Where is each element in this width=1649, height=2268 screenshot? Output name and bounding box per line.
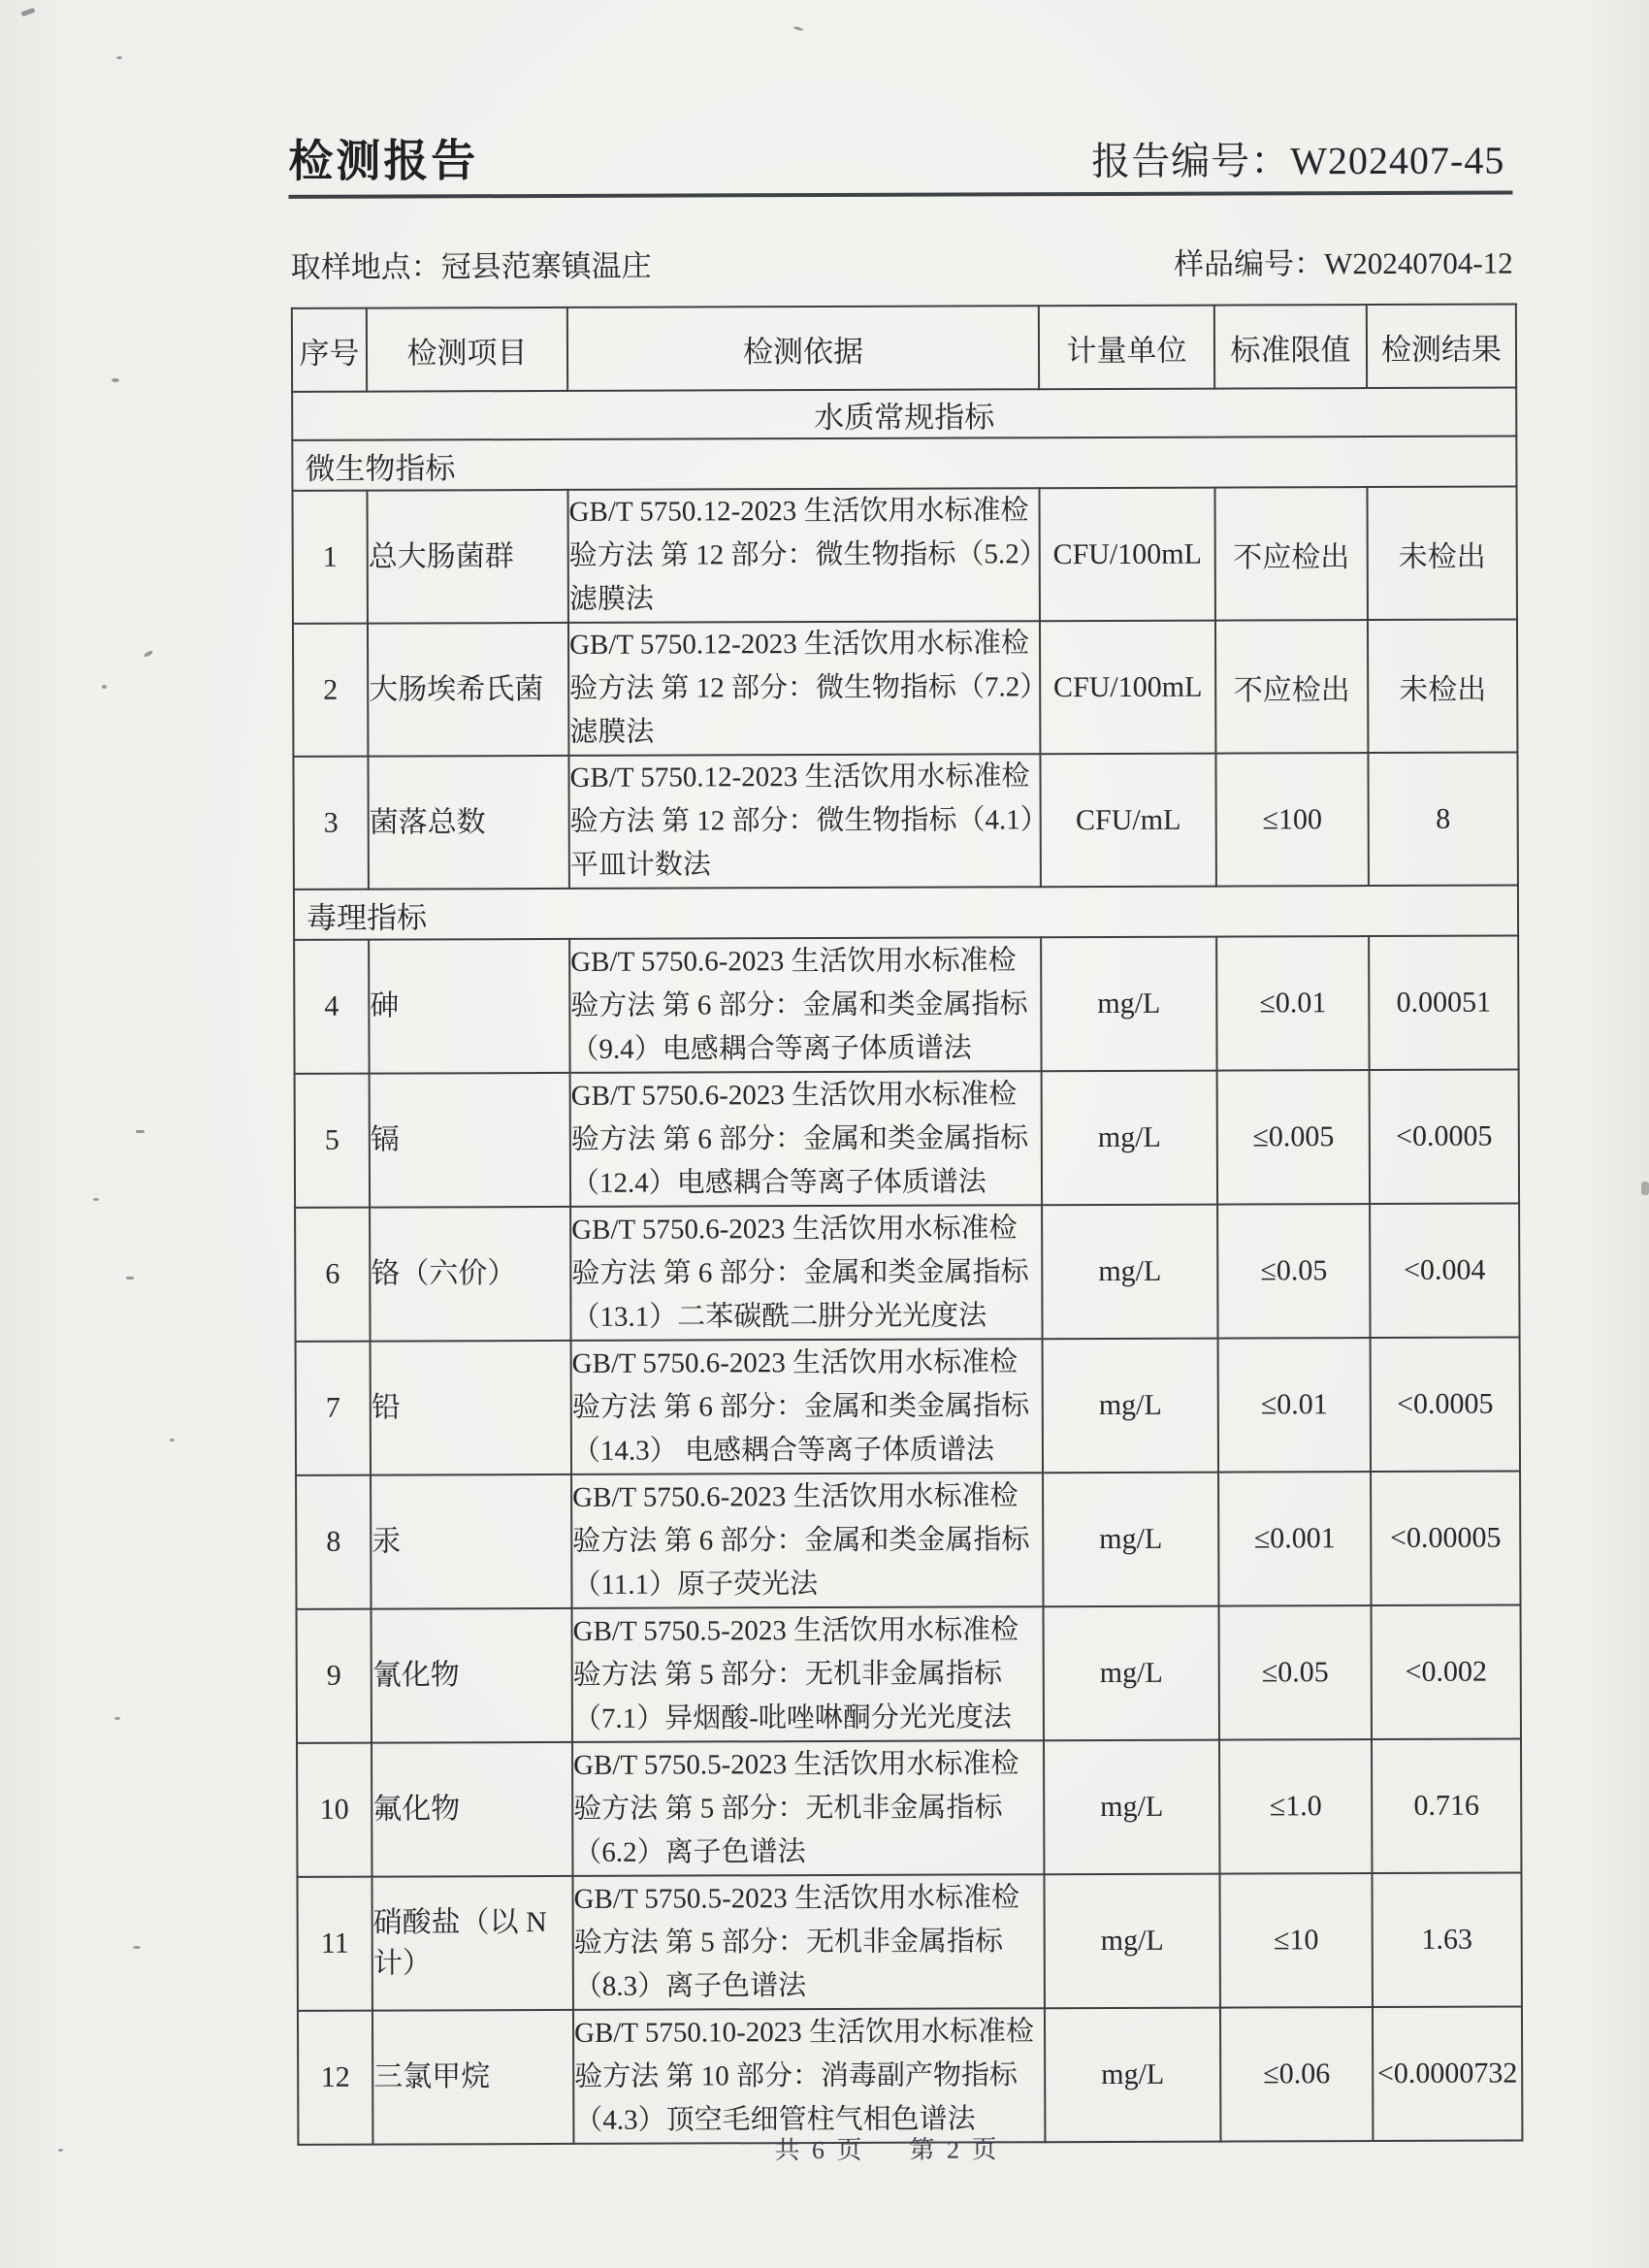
- row-item: 铬（六价）: [370, 1207, 570, 1342]
- row-unit: mg/L: [1043, 1473, 1218, 1607]
- row-no: 6: [295, 1208, 370, 1342]
- group-row-microbial: [292, 437, 1516, 491]
- row-result: <0.0000732: [1373, 2006, 1522, 2141]
- results-table: [291, 304, 1524, 2146]
- row-unit: mg/L: [1041, 937, 1216, 1072]
- row-method: GB/T 5750.6-2023 生活饮用水标准检验方法 第 6 部分：金属和类金属指标（13.1）二苯碳酰二肼分光光度法: [570, 1205, 1042, 1341]
- scan-speck: [102, 685, 107, 689]
- row-result: 未检出: [1368, 620, 1517, 754]
- row-result: <0.0005: [1370, 1070, 1519, 1205]
- group-title-toxicology: 毒理指标: [294, 886, 1518, 940]
- row-method: GB/T 5750.12-2023 生活饮用水标准检验方法 第 12 部分：微生物指标（5.2）滤膜法: [567, 488, 1039, 623]
- table-row: [296, 1338, 1520, 1475]
- row-item: 氟化物: [372, 1742, 572, 1877]
- table-row: [295, 1070, 1519, 1208]
- table-row: [297, 1604, 1521, 1742]
- row-no: 8: [296, 1475, 371, 1609]
- row-limit: ≤0.01: [1216, 936, 1369, 1071]
- row-limit: ≤0.001: [1218, 1472, 1371, 1606]
- row-no: 12: [298, 2011, 372, 2145]
- table-row: [297, 1872, 1521, 2010]
- table-row: [295, 1204, 1519, 1342]
- scan-speck: [126, 1277, 134, 1280]
- report-number-line: [1091, 130, 1504, 186]
- row-limit: 不应检出: [1215, 620, 1368, 754]
- scan-speck: [170, 1439, 175, 1442]
- section-row-water-routine: [292, 388, 1516, 440]
- row-method: GB/T 5750.10-2023 生活饮用水标准检验方法 第 10 部分：消毒副产物指标（4.3）顶空毛细管柱气相色谱法: [573, 2008, 1045, 2144]
- header-divider: [288, 191, 1512, 199]
- table-row: [298, 2006, 1522, 2144]
- col-header-limit: 标准限值: [1214, 305, 1367, 389]
- sample-number-label: 样品编号：: [1174, 246, 1325, 281]
- row-method: GB/T 5750.6-2023 生活饮用水标准检验方法 第 6 部分：金属和类金属指标（9.4）电感耦合等离子体质谱法: [569, 937, 1041, 1073]
- row-item: 三氯甲烷: [372, 2010, 573, 2145]
- row-unit: CFU/100mL: [1040, 621, 1215, 755]
- page-footer: [774, 2129, 999, 2166]
- table-row: [297, 1738, 1521, 1876]
- pages-total: 共 6 页: [774, 2135, 865, 2165]
- row-item: 汞: [371, 1474, 571, 1609]
- table-row: [294, 936, 1518, 1074]
- col-header-item: 检测项目: [367, 308, 567, 392]
- scan-speck: [93, 1198, 99, 1201]
- row-item: 氰化物: [372, 1608, 572, 1743]
- sampling-location-label: 取样地点：: [290, 249, 441, 284]
- row-unit: mg/L: [1045, 2008, 1220, 2143]
- row-result: 8: [1368, 753, 1517, 887]
- sample-number-value: W20240704-12: [1324, 245, 1513, 281]
- row-item: 砷: [369, 939, 569, 1074]
- sample-number: [1174, 239, 1513, 283]
- row-limit: ≤0.06: [1220, 2007, 1373, 2142]
- row-unit: CFU/mL: [1040, 754, 1215, 888]
- scan-speck: [114, 1717, 120, 1720]
- sampling-location: [291, 242, 652, 286]
- row-limit: ≤0.005: [1217, 1070, 1370, 1205]
- col-header-unit: 计量单位: [1039, 306, 1214, 390]
- section-title: 水质常规指标: [292, 388, 1516, 440]
- row-result: <0.00005: [1371, 1472, 1520, 1606]
- row-no: 5: [295, 1074, 370, 1208]
- row-result: 0.00051: [1369, 936, 1518, 1071]
- row-unit: mg/L: [1043, 1339, 1218, 1474]
- sampling-location-value: 冠县范寨镇温庄: [440, 248, 652, 284]
- row-no: 1: [292, 491, 367, 624]
- group-row-toxicology: [294, 886, 1518, 940]
- group-title-microbial: 微生物指标: [292, 437, 1516, 491]
- row-result: <0.002: [1372, 1604, 1521, 1739]
- row-item: 大肠埃希氏菌: [368, 623, 568, 757]
- col-header-result: 检测结果: [1367, 305, 1516, 389]
- row-result: <0.004: [1370, 1204, 1519, 1339]
- row-unit: mg/L: [1044, 1606, 1219, 1741]
- row-no: 3: [293, 757, 368, 890]
- row-limit: ≤0.05: [1219, 1605, 1372, 1740]
- table-row: [296, 1472, 1520, 1609]
- row-item: 菌落总数: [368, 756, 568, 890]
- row-method: GB/T 5750.5-2023 生活饮用水标准检验方法 第 5 部分：无机非金属指标（7.1）异烟酸-吡唑啉酮分光光度法: [572, 1606, 1044, 1742]
- row-limit: ≤10: [1219, 1873, 1372, 2008]
- table-row: [293, 620, 1517, 757]
- row-unit: mg/L: [1044, 1874, 1219, 2009]
- row-limit: 不应检出: [1214, 487, 1367, 621]
- row-method: GB/T 5750.6-2023 生活饮用水标准检验方法 第 6 部分：金属和类金属指标（14.3） 电感耦合等离子体质谱法: [571, 1339, 1043, 1474]
- row-result: 未检出: [1367, 487, 1516, 621]
- row-unit: CFU/100mL: [1039, 488, 1214, 622]
- report-number-label: 报告编号：: [1091, 139, 1291, 184]
- scan-speck: [112, 378, 119, 382]
- row-item: 镉: [370, 1073, 570, 1208]
- row-no: 9: [297, 1609, 372, 1743]
- row-no: 4: [294, 940, 369, 1074]
- row-method: GB/T 5750.5-2023 生活饮用水标准检验方法 第 5 部分：无机非金属指标（8.3）离子色谱法: [572, 1874, 1044, 2010]
- table-row: [292, 487, 1516, 624]
- row-limit: ≤1.0: [1219, 1739, 1372, 1874]
- row-limit: ≤100: [1215, 753, 1368, 887]
- table-header-row: [292, 305, 1516, 392]
- table-row: [293, 753, 1517, 890]
- row-limit: ≤0.05: [1217, 1204, 1370, 1339]
- row-no: 11: [297, 1877, 372, 2011]
- col-header-no: 序号: [292, 308, 367, 392]
- row-result: 1.63: [1372, 1872, 1521, 2007]
- row-method: GB/T 5750.6-2023 生活饮用水标准检验方法 第 6 部分：金属和类金属指标（12.4）电感耦合等离子体质谱法: [570, 1071, 1042, 1207]
- scan-speck: [58, 2149, 63, 2152]
- row-unit: mg/L: [1042, 1205, 1217, 1340]
- current-page: 第 2 页: [909, 2135, 1000, 2164]
- row-method: GB/T 5750.5-2023 生活饮用水标准检验方法 第 5 部分：无机非金属指标（6.2）离子色谱法: [572, 1740, 1044, 1876]
- row-no: 2: [293, 624, 368, 757]
- row-limit: ≤0.01: [1218, 1338, 1371, 1473]
- col-header-method: 检测依据: [567, 306, 1039, 391]
- scan-speck: [133, 1946, 141, 1949]
- row-unit: mg/L: [1044, 1740, 1219, 1875]
- row-result: 0.716: [1372, 1738, 1521, 1873]
- row-no: 10: [297, 1743, 372, 1877]
- scan-speck: [136, 1130, 145, 1133]
- row-item: 总大肠菌群: [367, 490, 567, 624]
- row-item: 铅: [371, 1341, 571, 1475]
- page-title: 检测报告: [288, 135, 479, 186]
- row-result: <0.0005: [1371, 1338, 1520, 1473]
- row-method: GB/T 5750.6-2023 生活饮用水标准检验方法 第 6 部分：金属和类金属指标（11.1）原子荧光法: [571, 1473, 1043, 1608]
- scan-speck: [116, 56, 122, 59]
- scan-speck: [1641, 1182, 1649, 1195]
- row-item: 硝酸盐（以 N 计）: [372, 1876, 572, 2011]
- meta-line: [291, 239, 1513, 286]
- report-number-value: W202407-45: [1290, 138, 1505, 183]
- row-method: GB/T 5750.12-2023 生活饮用水标准检验方法 第 12 部分：微生物指标（7.2）滤膜法: [568, 621, 1040, 756]
- row-unit: mg/L: [1042, 1071, 1217, 1206]
- row-no: 7: [296, 1342, 371, 1475]
- row-method: GB/T 5750.12-2023 生活饮用水标准检验方法 第 12 部分：微生物指标（4.1）平皿计数法: [568, 754, 1040, 889]
